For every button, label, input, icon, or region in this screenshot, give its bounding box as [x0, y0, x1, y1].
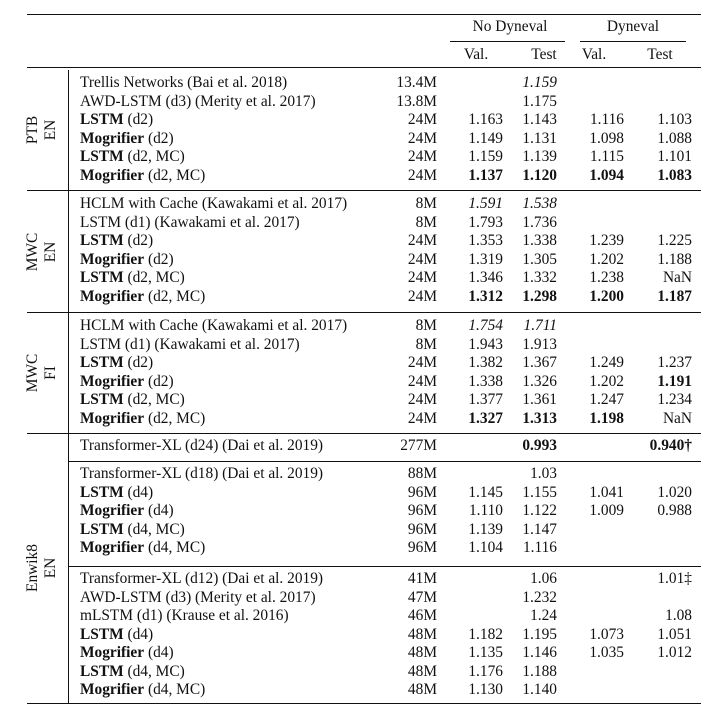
section-vertical-rule — [68, 191, 69, 312]
params-cell: 24M — [407, 372, 437, 390]
model-name: LSTM — [80, 269, 124, 286]
model-name-cell — [80, 437, 323, 456]
params-cell: 41M — [407, 570, 437, 587]
model-name-cell — [80, 465, 323, 484]
params-cell: 24M — [407, 287, 437, 305]
model-spec: (Kawakami et al. 2017) — [197, 317, 348, 334]
val-dyneval: 1.041 — [589, 483, 624, 501]
val-no-dyneval: 1.176 — [468, 662, 503, 680]
model-name: LSTM — [80, 391, 124, 408]
model-name: LSTM — [80, 232, 124, 249]
val-dyneval: 1.239 — [589, 232, 624, 249]
bottom-rule — [27, 703, 701, 704]
model-name-cell — [80, 502, 174, 521]
test-dyneval: 1.020 — [657, 483, 692, 501]
params-cell: 24M — [407, 111, 437, 128]
test-no-dyneval: 1.140 — [522, 681, 557, 698]
params-cell: 48M — [407, 662, 437, 680]
section-label — [12, 191, 72, 312]
model-spec: (d3) (Merity et al. 2017) — [161, 588, 316, 606]
val-dyneval: 1.115 — [589, 148, 624, 165]
val-dyneval: 1.009 — [589, 502, 624, 519]
model-spec: (d4) — [144, 644, 174, 661]
header-cmidrule-no-dyneval — [450, 41, 565, 42]
test-no-dyneval: 1.188 — [522, 662, 557, 680]
model-name-cell — [80, 644, 174, 663]
model-name-cell — [80, 130, 174, 149]
section-label-line: FI — [41, 366, 59, 380]
test-no-dyneval: 1.143 — [522, 111, 557, 128]
model-name-cell — [80, 663, 185, 682]
model-spec: (d24) (Dai et al. 2019) — [181, 437, 324, 454]
section-vertical-rule — [68, 313, 69, 433]
params-cell: 24M — [407, 129, 437, 147]
val-no-dyneval: 1.382 — [468, 354, 503, 371]
model-name: LSTM — [80, 625, 124, 643]
model-name: LSTM — [80, 213, 122, 231]
val-no-dyneval: 1.591 — [468, 195, 503, 212]
val-no-dyneval: 1.182 — [468, 625, 503, 643]
model-name: Transformer-XL — [80, 465, 182, 482]
params-cell: 8M — [415, 213, 437, 231]
params-cell: 88M — [407, 465, 437, 482]
model-spec: (d2, MC) — [144, 166, 206, 184]
val-dyneval: 1.198 — [589, 409, 624, 427]
val-dyneval: 1.094 — [589, 166, 624, 184]
test-no-dyneval: 1.298 — [522, 287, 557, 305]
val-no-dyneval: 1.327 — [468, 409, 503, 427]
val-no-dyneval: 1.338 — [468, 372, 503, 390]
val-no-dyneval: 1.149 — [468, 129, 503, 147]
model-name-cell — [80, 484, 153, 503]
model-name: Trellis Networks — [80, 74, 184, 91]
params-cell: 96M — [407, 520, 437, 538]
model-name-cell — [80, 410, 205, 429]
test-no-dyneval: 1.116 — [522, 539, 557, 556]
model-name: Mogrifier — [80, 166, 145, 184]
params-cell: 47M — [407, 588, 437, 606]
model-name-cell — [80, 214, 300, 233]
val-dyneval: 1.035 — [589, 644, 624, 661]
model-name-cell — [80, 148, 185, 167]
section-label-text — [24, 354, 60, 392]
model-name-cell — [80, 354, 153, 373]
model-name-cell — [80, 93, 316, 112]
model-spec: (d2) — [123, 232, 154, 249]
test-no-dyneval: 1.913 — [522, 335, 557, 353]
test-dyneval: NaN — [662, 269, 692, 286]
section-label — [12, 313, 72, 433]
model-spec: (d2) — [123, 354, 154, 371]
section-rule — [27, 312, 701, 313]
model-name: LSTM — [80, 148, 124, 165]
test-no-dyneval: 1.195 — [522, 625, 557, 643]
val-dyneval: 1.202 — [589, 372, 624, 390]
val-no-dyneval: 1.137 — [468, 166, 503, 184]
test-no-dyneval: 1.131 — [522, 129, 557, 147]
test-dyneval: 1.237 — [657, 354, 692, 371]
test-no-dyneval: 1.139 — [522, 148, 557, 165]
test-dyneval: 1.051 — [657, 625, 692, 643]
section-label — [12, 70, 72, 190]
val-no-dyneval: 1.319 — [468, 250, 503, 268]
model-name: Transformer-XL — [80, 437, 182, 454]
header-cmidrule-dyneval — [580, 41, 686, 42]
test-no-dyneval: 1.361 — [522, 391, 557, 408]
model-name: LSTM — [80, 354, 124, 371]
params-cell: 96M — [407, 539, 437, 556]
test-dyneval: 1.225 — [657, 232, 692, 249]
val-no-dyneval: 1.312 — [468, 287, 503, 305]
params-cell: 48M — [407, 644, 437, 661]
val-no-dyneval: 1.754 — [468, 317, 503, 334]
header-val-2: Val. — [581, 46, 607, 63]
test-dyneval: 1.101 — [657, 148, 692, 165]
test-dyneval: 1.234 — [657, 391, 692, 408]
test-no-dyneval: 1.332 — [522, 269, 557, 286]
test-dyneval: 0.940† — [649, 437, 692, 454]
model-spec: (d2, MC) — [123, 391, 185, 408]
val-dyneval: 1.238 — [589, 269, 624, 286]
test-no-dyneval: 0.993 — [522, 437, 557, 454]
test-no-dyneval: 1.338 — [522, 232, 557, 249]
test-dyneval: 0.988 — [657, 502, 692, 519]
test-dyneval: NaN — [662, 409, 692, 427]
test-dyneval: 1.01‡ — [657, 570, 692, 587]
model-name: Mogrifier — [80, 372, 145, 390]
params-cell: 8M — [415, 317, 437, 334]
block-rule — [68, 566, 701, 567]
test-dyneval: 1.088 — [657, 129, 692, 147]
model-spec: (d2) — [123, 111, 154, 128]
params-cell: 96M — [407, 502, 437, 519]
model-spec: (d4, MC) — [123, 662, 185, 680]
model-name-cell — [80, 570, 323, 589]
test-no-dyneval: 1.711 — [523, 317, 557, 334]
model-name: Mogrifier — [80, 129, 145, 147]
test-dyneval: 1.012 — [657, 644, 692, 661]
params-cell: 13.4M — [396, 74, 437, 91]
section-label-line: MWC — [23, 353, 41, 393]
model-spec: (d2, MC) — [144, 287, 206, 305]
section-label-line: EN — [41, 557, 59, 579]
val-no-dyneval: 1.110 — [468, 502, 503, 519]
params-cell: 96M — [407, 483, 437, 501]
model-name-cell — [80, 111, 153, 130]
val-no-dyneval: 1.353 — [468, 232, 503, 249]
model-spec: (d3) (Merity et al. 2017) — [161, 92, 316, 110]
val-no-dyneval: 1.163 — [468, 111, 503, 128]
params-cell: 48M — [407, 681, 437, 698]
test-no-dyneval: 1.159 — [522, 74, 557, 91]
test-no-dyneval: 1.120 — [522, 166, 557, 184]
block-rule — [68, 461, 701, 462]
header-test-1: Test — [531, 46, 557, 63]
test-no-dyneval: 1.175 — [522, 92, 557, 110]
test-no-dyneval: 1.147 — [522, 520, 557, 538]
model-spec: (d1) (Krause et al. 2016) — [133, 607, 289, 624]
model-name: HCLM with Cache — [80, 317, 198, 334]
test-no-dyneval: 1.736 — [522, 213, 557, 231]
test-dyneval: 1.191 — [657, 372, 692, 390]
header-test-2: Test — [647, 46, 673, 63]
model-spec: (Bai et al. 2018) — [183, 74, 288, 91]
model-name: Mogrifier — [80, 287, 145, 305]
model-spec: (Kawakami et al. 2017) — [197, 195, 348, 212]
params-cell: 48M — [407, 625, 437, 643]
test-no-dyneval: 1.326 — [522, 372, 557, 390]
test-no-dyneval: 1.232 — [522, 588, 557, 606]
val-no-dyneval: 1.793 — [468, 213, 503, 231]
top-rule — [27, 14, 701, 15]
params-cell: 24M — [407, 148, 437, 165]
val-no-dyneval: 1.159 — [468, 148, 503, 165]
section-rule — [27, 433, 701, 434]
model-name: Mogrifier — [80, 681, 145, 698]
val-dyneval: 1.249 — [589, 354, 624, 371]
model-name: AWD-LSTM — [80, 92, 162, 110]
model-name: Mogrifier — [80, 644, 145, 661]
test-no-dyneval: 1.155 — [522, 483, 557, 501]
val-dyneval: 1.247 — [589, 391, 624, 408]
model-name: Transformer-XL — [80, 570, 182, 587]
model-name: mLSTM — [80, 607, 134, 624]
model-name-cell — [80, 373, 174, 392]
val-no-dyneval: 1.135 — [468, 644, 503, 661]
val-no-dyneval: 1.145 — [468, 483, 503, 501]
model-spec: (d4, MC) — [144, 681, 206, 698]
section-label-text — [24, 544, 60, 592]
model-spec: (d2, MC) — [144, 409, 206, 427]
val-dyneval: 1.200 — [589, 287, 624, 305]
params-cell: 24M — [407, 391, 437, 408]
model-name-cell — [80, 521, 185, 540]
model-name: Mogrifier — [80, 502, 145, 519]
val-no-dyneval: 1.139 — [468, 520, 503, 538]
model-spec: (d2, MC) — [123, 148, 185, 165]
header-no-dyneval: No Dyneval — [472, 18, 548, 35]
val-dyneval: 1.073 — [589, 625, 624, 643]
model-spec: (d2) — [144, 250, 174, 268]
model-spec: (d18) (Dai et al. 2019) — [181, 465, 324, 482]
model-name: Mogrifier — [80, 539, 145, 556]
section-label-text — [24, 116, 60, 144]
model-name-cell — [80, 336, 300, 355]
model-spec: (d4, MC) — [144, 539, 206, 556]
test-no-dyneval: 1.06 — [530, 570, 557, 587]
header-bottom-rule — [27, 67, 701, 68]
params-cell: 8M — [415, 195, 437, 212]
section-label-line: MWC — [23, 232, 41, 271]
section-label-text — [24, 232, 60, 270]
val-no-dyneval: 1.377 — [468, 391, 503, 408]
params-cell: 24M — [407, 250, 437, 268]
test-no-dyneval: 1.146 — [522, 644, 557, 661]
model-name-cell — [80, 317, 347, 336]
model-name: Mogrifier — [80, 409, 145, 427]
params-cell: 24M — [407, 409, 437, 427]
test-dyneval: 1.103 — [657, 111, 692, 128]
model-name-cell — [80, 607, 289, 626]
model-name-cell — [80, 232, 153, 251]
test-no-dyneval: 1.03 — [530, 465, 557, 482]
model-name: LSTM — [80, 111, 124, 128]
test-no-dyneval: 1.538 — [522, 195, 557, 212]
val-no-dyneval: 1.943 — [468, 335, 503, 353]
test-no-dyneval: 1.313 — [522, 409, 557, 427]
params-cell: 46M — [407, 607, 437, 624]
model-name-cell — [80, 391, 185, 410]
section-rule — [27, 190, 701, 191]
header-val-1: Val. — [463, 46, 489, 63]
section-label — [12, 433, 72, 703]
model-spec: (d4) — [123, 483, 154, 501]
val-dyneval: 1.116 — [589, 111, 624, 128]
model-name-cell — [80, 288, 205, 307]
params-cell: 277M — [400, 437, 437, 454]
val-dyneval: 1.098 — [589, 129, 624, 147]
model-name: HCLM with Cache — [80, 195, 198, 212]
header-dyneval: Dyneval — [606, 18, 660, 35]
params-cell: 24M — [407, 166, 437, 184]
model-name: LSTM — [80, 483, 124, 501]
model-name: LSTM — [80, 520, 124, 538]
section-vertical-rule — [68, 433, 69, 703]
section-label-line: EN — [41, 241, 59, 262]
model-spec: (d12) (Dai et al. 2019) — [181, 570, 324, 587]
test-dyneval: 1.08 — [665, 607, 692, 624]
params-cell: 24M — [407, 354, 437, 371]
val-no-dyneval: 1.346 — [468, 269, 503, 286]
val-no-dyneval: 1.130 — [468, 681, 503, 698]
model-spec: (d4) — [144, 502, 174, 519]
val-no-dyneval: 1.104 — [468, 539, 503, 556]
model-spec: (d2, MC) — [123, 269, 185, 286]
model-name: LSTM — [80, 335, 122, 353]
val-dyneval: 1.202 — [589, 250, 624, 268]
model-spec: (d4) — [123, 625, 154, 643]
test-no-dyneval: 1.24 — [530, 607, 557, 624]
model-name-cell — [80, 681, 205, 700]
section-label-line: Enwik8 — [23, 544, 41, 592]
test-dyneval: 1.187 — [657, 287, 692, 305]
model-spec: (d1) (Kawakami et al. 2017) — [121, 213, 300, 231]
test-no-dyneval: 1.367 — [522, 354, 557, 371]
params-cell: 24M — [407, 232, 437, 249]
model-name-cell — [80, 539, 205, 558]
model-spec: (d2) — [144, 372, 174, 390]
model-name: Mogrifier — [80, 250, 145, 268]
params-cell: 13.8M — [396, 92, 437, 110]
model-spec: (d2) — [144, 129, 174, 147]
model-name-cell — [80, 251, 174, 270]
model-name-cell — [80, 626, 153, 645]
section-label-line: PTB — [23, 115, 41, 145]
model-name-cell — [80, 195, 347, 214]
params-cell: 24M — [407, 269, 437, 286]
model-name: LSTM — [80, 662, 124, 680]
model-name-cell — [80, 74, 287, 93]
model-spec: (d4, MC) — [123, 520, 185, 538]
test-no-dyneval: 1.122 — [522, 502, 557, 519]
test-dyneval: 1.188 — [657, 250, 692, 268]
model-name-cell — [80, 167, 205, 186]
params-cell: 8M — [415, 335, 437, 353]
model-name-cell — [80, 589, 316, 608]
model-name-cell — [80, 269, 185, 288]
section-label-line: EN — [41, 119, 59, 141]
model-name: AWD-LSTM — [80, 588, 162, 606]
test-dyneval: 1.083 — [657, 166, 692, 184]
section-vertical-rule — [68, 70, 69, 190]
test-no-dyneval: 1.305 — [522, 250, 557, 268]
model-spec: (d1) (Kawakami et al. 2017) — [121, 335, 300, 353]
